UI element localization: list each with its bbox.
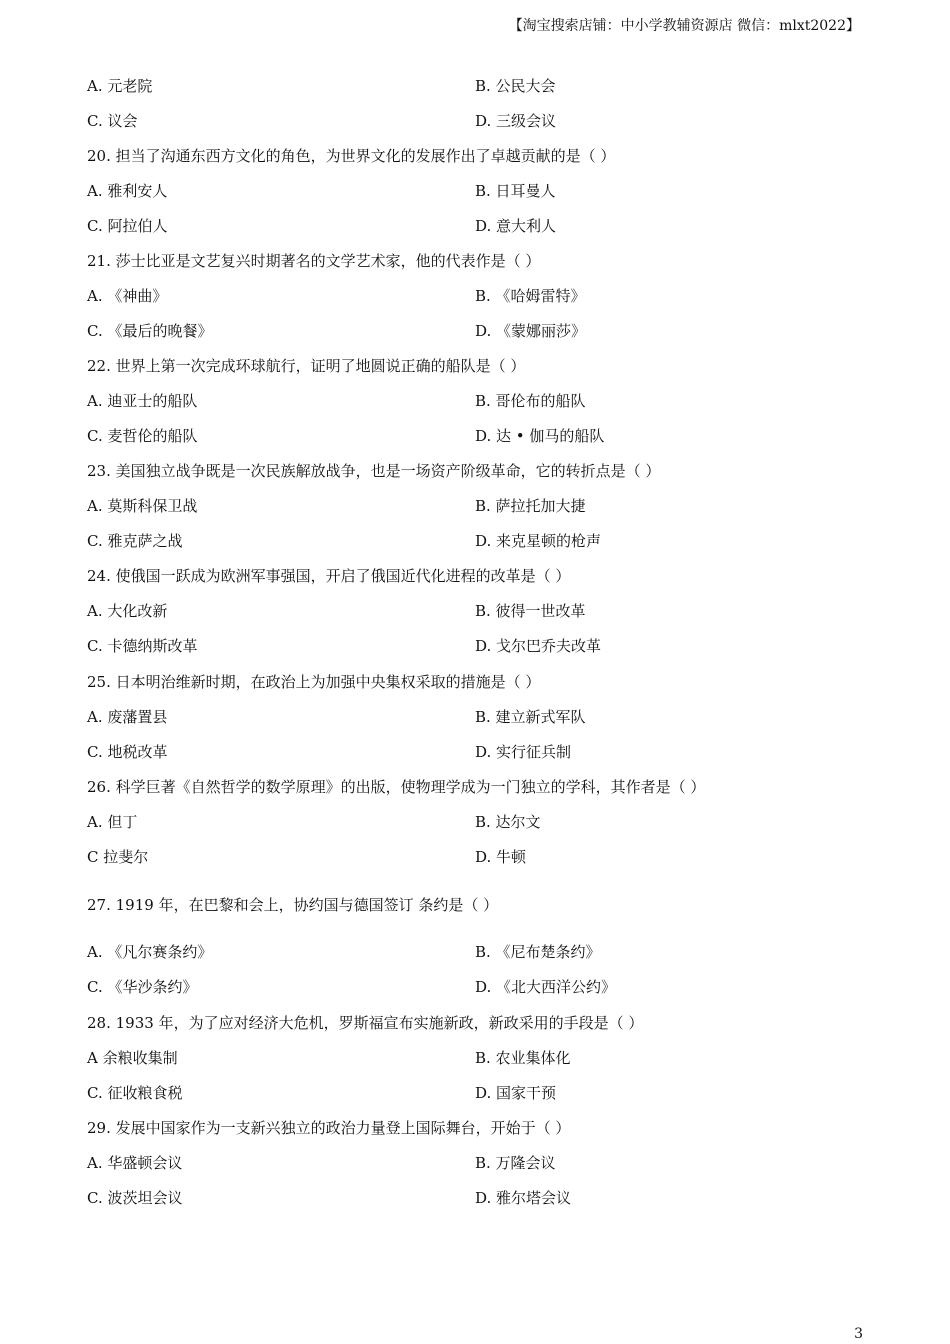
q24-option-a: A. 大化改新	[87, 602, 168, 620]
q23-option-a: A. 莫斯科保卫战	[87, 497, 198, 515]
q27-option-d: D. 《北大西洋公约》	[475, 978, 617, 996]
q21-option-c: C. 《最后的晚餐》	[87, 322, 213, 340]
page-header: 【淘宝搜索店铺：中小学教辅资源店 微信：mlxt2022】	[508, 18, 860, 34]
prev-option-c: C. 议会	[87, 112, 138, 130]
q23-option-b: B. 萨拉托加大捷	[475, 497, 586, 515]
q24-option-b: B. 彼得一世改革	[475, 602, 586, 620]
question-25: 25. 日本明治维新时期，在政治上为加强中央集权采取的措施是（ ）	[87, 673, 541, 691]
page-number: 3	[854, 1326, 863, 1342]
q27-option-b: B. 《尼布楚条约》	[475, 943, 601, 961]
question-20: 20. 担当了沟通东西方文化的角色，为世界文化的发展作出了卓越贡献的是（ ）	[87, 147, 616, 165]
q28-option-d: D. 国家干预	[475, 1084, 557, 1102]
q23-option-d: D. 来克星顿的枪声	[475, 532, 602, 550]
question-22: 22. 世界上第一次完成环球航行，证明了地圆说正确的船队是（ ）	[87, 357, 526, 375]
q27-option-c: C. 《华沙条约》	[87, 978, 198, 996]
q26-option-b: B. 达尔文	[475, 813, 541, 831]
question-29: 29. 发展中国家作为一支新兴独立的政治力量登上国际舞台，开始于（ ）	[87, 1119, 571, 1137]
q20-option-c: C. 阿拉伯人	[87, 217, 168, 235]
q26-option-a: A. 但丁	[87, 813, 138, 831]
q20-option-a: A. 雅利安人	[87, 182, 168, 200]
q27-option-a: A. 《凡尔赛条约》	[87, 943, 213, 961]
question-21: 21. 莎士比亚是文艺复兴时期著名的文学艺术家，他的代表作是（ ）	[87, 252, 541, 270]
q29-option-b: B. 万隆会议	[475, 1154, 556, 1172]
q29-option-a: A. 华盛顿会议	[87, 1154, 183, 1172]
question-23: 23. 美国独立战争既是一次民族解放战争，也是一场资产阶级革命，它的转折点是（ ）	[87, 462, 661, 480]
question-26: 26. 科学巨著《自然哲学的数学原理》的出版，使物理学成为一门独立的学科，其作者是（ ）	[87, 778, 706, 796]
q29-option-c: C. 波茨坦会议	[87, 1189, 183, 1207]
q26-option-d: D. 牛顿	[475, 848, 527, 866]
q20-option-d: D. 意大利人	[475, 217, 557, 235]
q29-option-d: D. 雅尔塔会议	[475, 1189, 572, 1207]
q25-option-a: A. 废藩置县	[87, 708, 168, 726]
q23-option-c: C. 雅克萨之战	[87, 532, 183, 550]
q25-option-c: C. 地税改革	[87, 743, 168, 761]
question-27: 27. 1919 年，在巴黎和会上，协约国与德国签订 条约是（ ）	[87, 896, 499, 914]
prev-option-a: A. 元老院	[87, 77, 153, 95]
q21-option-d: D. 《蒙娜丽莎》	[475, 322, 587, 340]
q28-option-b: B. 农业集体化	[475, 1049, 571, 1067]
q24-option-c: C. 卡德纳斯改革	[87, 637, 198, 655]
q22-option-c: C. 麦哲伦的船队	[87, 427, 198, 445]
q21-option-b: B. 《哈姆雷特》	[475, 287, 586, 305]
q25-option-b: B. 建立新式军队	[475, 708, 586, 726]
question-24: 24. 使俄国一跃成为欧洲军事强国，开启了俄国近代化进程的改革是（ ）	[87, 567, 571, 585]
q22-option-a: A. 迪亚士的船队	[87, 392, 198, 410]
q26-option-c: C 拉斐尔	[87, 848, 149, 866]
q28-option-a: A 余粮收集制	[87, 1049, 178, 1067]
prev-option-d: D. 三级会议	[475, 112, 557, 130]
q22-option-b: B. 哥伦布的船队	[475, 392, 586, 410]
question-28: 28. 1933 年，为了应对经济大危机，罗斯福宣布实施新政，新政采用的手段是（ ）	[87, 1014, 644, 1032]
q28-option-c: C. 征收粮食税	[87, 1084, 183, 1102]
q20-option-b: B. 日耳曼人	[475, 182, 556, 200]
prev-option-b: B. 公民大会	[475, 77, 556, 95]
q22-option-d: D. 达 • 伽马的船队	[475, 427, 605, 445]
q24-option-d: D. 戈尔巴乔夫改革	[475, 637, 602, 655]
q25-option-d: D. 实行征兵制	[475, 743, 572, 761]
q21-option-a: A. 《神曲》	[87, 287, 168, 305]
